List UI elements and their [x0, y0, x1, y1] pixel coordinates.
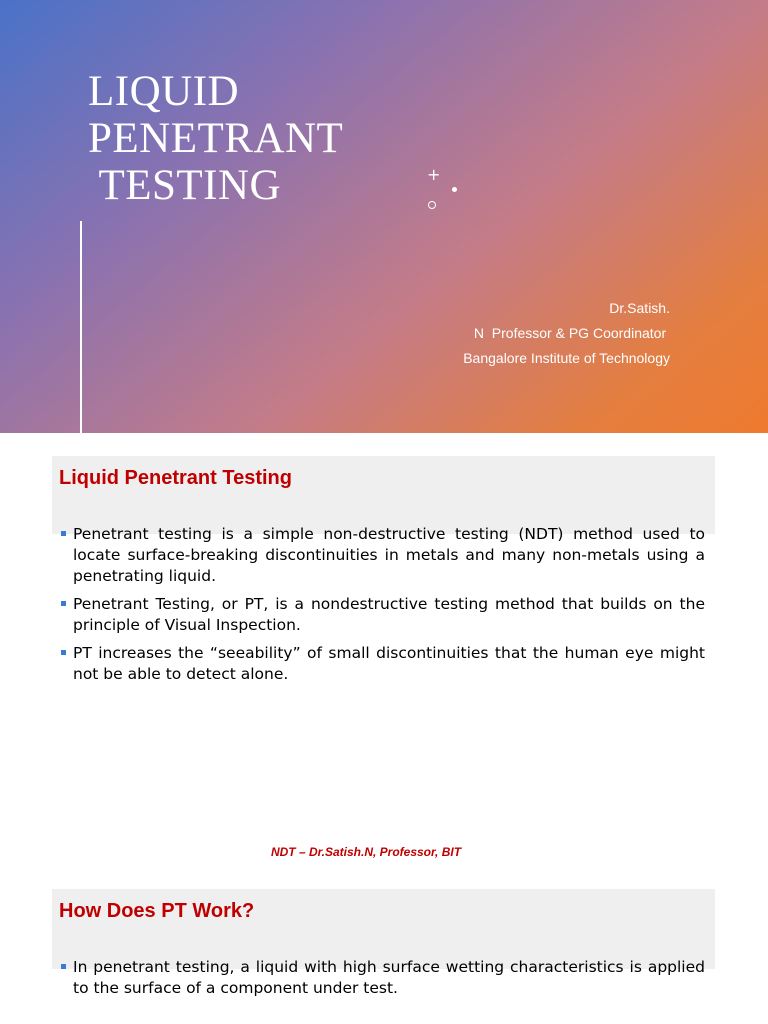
dot-decoration-icon: [452, 187, 457, 192]
slide3-heading: How Does PT Work?: [59, 900, 255, 922]
list-item: [59, 957, 705, 999]
list-item: [59, 594, 705, 636]
square-bullet-icon: [61, 531, 66, 536]
title-line-3: TESTING: [88, 162, 282, 209]
bullet-text: In penetrant testing, a liquid with high surface wetting characteristics is applied to the surface of a component under test.: [73, 958, 705, 997]
author-name: Dr.Satish.: [609, 300, 670, 316]
plus-decoration-icon: +: [427, 165, 441, 184]
author-institution: Bangalore Institute of Technology: [463, 350, 670, 366]
title-line-1: LIQUID: [88, 68, 240, 115]
slide-title: [88, 68, 343, 209]
vertical-divider: [80, 221, 82, 433]
slide2-heading-panel: [52, 456, 715, 534]
title-line-2: PENETRANT: [88, 115, 344, 162]
square-bullet-icon: [61, 601, 66, 606]
slide2-heading: Liquid Penetrant Testing: [59, 467, 292, 489]
ring-decoration-icon: [428, 201, 436, 209]
bullet-text: PT increases the “seeability” of small discontinuities that the human eye might not be able to detect alone.: [73, 644, 705, 683]
author-block: [463, 296, 670, 371]
square-bullet-icon: [61, 964, 66, 969]
list-item: [59, 643, 705, 685]
title-slide: [0, 0, 768, 433]
bullet-text: Penetrant testing is a simple non-destructive testing (NDT) method used to locate surface-breaking discontinuities in metals and many non-metals using a penetrating liquid.: [73, 525, 705, 585]
slide-footer: NDT – Dr.Satish.N, Professor, BIT: [270, 845, 462, 859]
list-item: [59, 524, 705, 587]
slide2-bullet-list: [59, 524, 705, 692]
bullet-text: Penetrant Testing, or PT, is a nondestructive testing method that builds on the principle of Visual Inspection.: [73, 595, 705, 634]
slide3-bullet-list: [59, 957, 705, 1006]
square-bullet-icon: [61, 650, 66, 655]
author-title: N Professor & PG Coordinator: [473, 325, 670, 341]
